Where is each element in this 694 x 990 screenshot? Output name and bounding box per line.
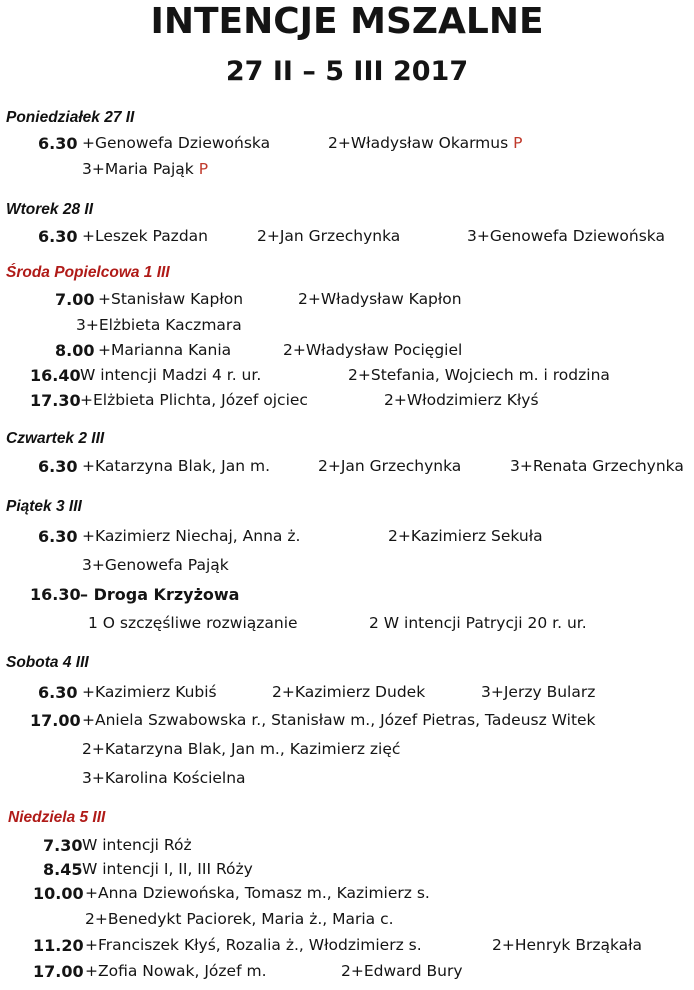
intention: +Stanisław Kapłon	[98, 290, 244, 308]
intention: 3+Karolina Kościelna	[82, 769, 246, 787]
intention: 3+Jerzy Bularz	[481, 683, 596, 701]
day-heading-tuesday: Wtorek 28 II	[6, 201, 93, 218]
intention: 2+Henryk Brząkała	[492, 936, 643, 954]
intention: 2 W intencji Patrycji 20 r. ur.	[369, 614, 587, 632]
intention: +Kazimierz Niechaj, Anna ż.	[82, 527, 301, 545]
intention: 2+Jan Grzechynka	[257, 227, 401, 245]
intention: W intencji Róż	[82, 836, 192, 854]
mass-time: 17.00	[30, 711, 81, 730]
mass-time: 17.30	[30, 391, 81, 410]
intention: 1 O szczęśliwe rozwiązanie	[88, 614, 298, 632]
mass-time: 16.30	[30, 585, 81, 604]
intention: +Franciszek Kłyś, Rozalia ż., Włodzimierz s.	[85, 936, 422, 954]
intention: 2+Kazimierz Dudek	[272, 683, 426, 701]
mass-time: 11.20	[33, 936, 84, 955]
mass-time: 6.30	[38, 683, 78, 702]
intention: W intencji I, II, III Róży	[82, 860, 253, 878]
intention: 2+Kazimierz Sekuła	[388, 527, 543, 545]
day-heading-monday: Poniedziałek 27 II	[6, 109, 135, 126]
intention: W intencji Madzi 4 r. ur.	[80, 366, 262, 384]
intention: +Katarzyna Blak, Jan m.	[82, 457, 270, 475]
intention: 2+Władysław Okarmus P	[328, 134, 523, 152]
p-mark: P	[513, 134, 523, 152]
mass-time: 6.30	[38, 227, 78, 246]
day-heading-friday: Piątek 3 III	[6, 498, 82, 515]
intention: 3+Renata Grzechynka	[510, 457, 684, 475]
day-heading-wednesday: Środa Popielcowa 1 III	[6, 264, 170, 281]
mass-time: 16.40	[30, 366, 81, 385]
mass-time: 8.00	[55, 341, 95, 360]
intention: 2+Benedykt Paciorek, Maria ż., Maria c.	[85, 910, 394, 928]
intention: 2+Włodzimierz Kłyś	[384, 391, 539, 409]
intention: +Anna Dziewońska, Tomasz m., Kazimierz s.	[85, 884, 430, 902]
mass-time: 8.45	[43, 860, 83, 879]
page-title: INTENCJE MSZALNE	[150, 1, 544, 42]
day-heading-sunday: Niedziela 5 III	[8, 809, 106, 826]
intention: 3+Genowefa Dziewońska	[467, 227, 665, 245]
mass-time: 7.30	[43, 836, 83, 855]
intention: 2+Stefania, Wojciech m. i rodzina	[348, 366, 610, 384]
intention: +Marianna Kania	[98, 341, 232, 359]
intention: +Kazimierz Kubiś	[82, 683, 217, 701]
intention: 2+Władysław Kapłon	[298, 290, 462, 308]
intention: 2+Jan Grzechynka	[318, 457, 462, 475]
intention: 3+Maria Pająk P	[82, 160, 209, 178]
intention: +Genowefa Dziewońska	[82, 134, 271, 152]
stations-of-the-cross: – Droga Krzyżowa	[80, 585, 240, 604]
intention: 3+Genowefa Pająk	[82, 556, 229, 574]
intention: +Leszek Pazdan	[82, 227, 208, 245]
intention: +Elżbieta Plichta, Józef ojciec	[80, 391, 308, 409]
intention: 3+Elżbieta Kaczmara	[76, 316, 242, 334]
intention: 2+Edward Bury	[341, 962, 463, 980]
intention: +Zofia Nowak, Józef m.	[85, 962, 267, 980]
mass-time: 10.00	[33, 884, 84, 903]
date-range: 27 II – 5 III 2017	[225, 56, 469, 87]
intention: 2+Władysław Pocięgiel	[283, 341, 463, 359]
intention: +Aniela Szwabowska r., Stanisław m., Józef Pietras, Tadeusz Witek	[82, 711, 596, 729]
day-heading-thursday: Czwartek 2 III	[6, 430, 105, 447]
day-heading-saturday: Sobota 4 III	[6, 654, 89, 671]
mass-time: 6.30	[38, 527, 78, 546]
p-mark: P	[198, 160, 209, 178]
mass-time: 6.30	[38, 457, 78, 476]
intention: 2+Katarzyna Blak, Jan m., Kazimierz zięć	[82, 740, 401, 758]
mass-time: 6.30	[38, 134, 78, 153]
mass-time: 17.00	[33, 962, 84, 981]
mass-time: 7.00	[55, 290, 95, 309]
